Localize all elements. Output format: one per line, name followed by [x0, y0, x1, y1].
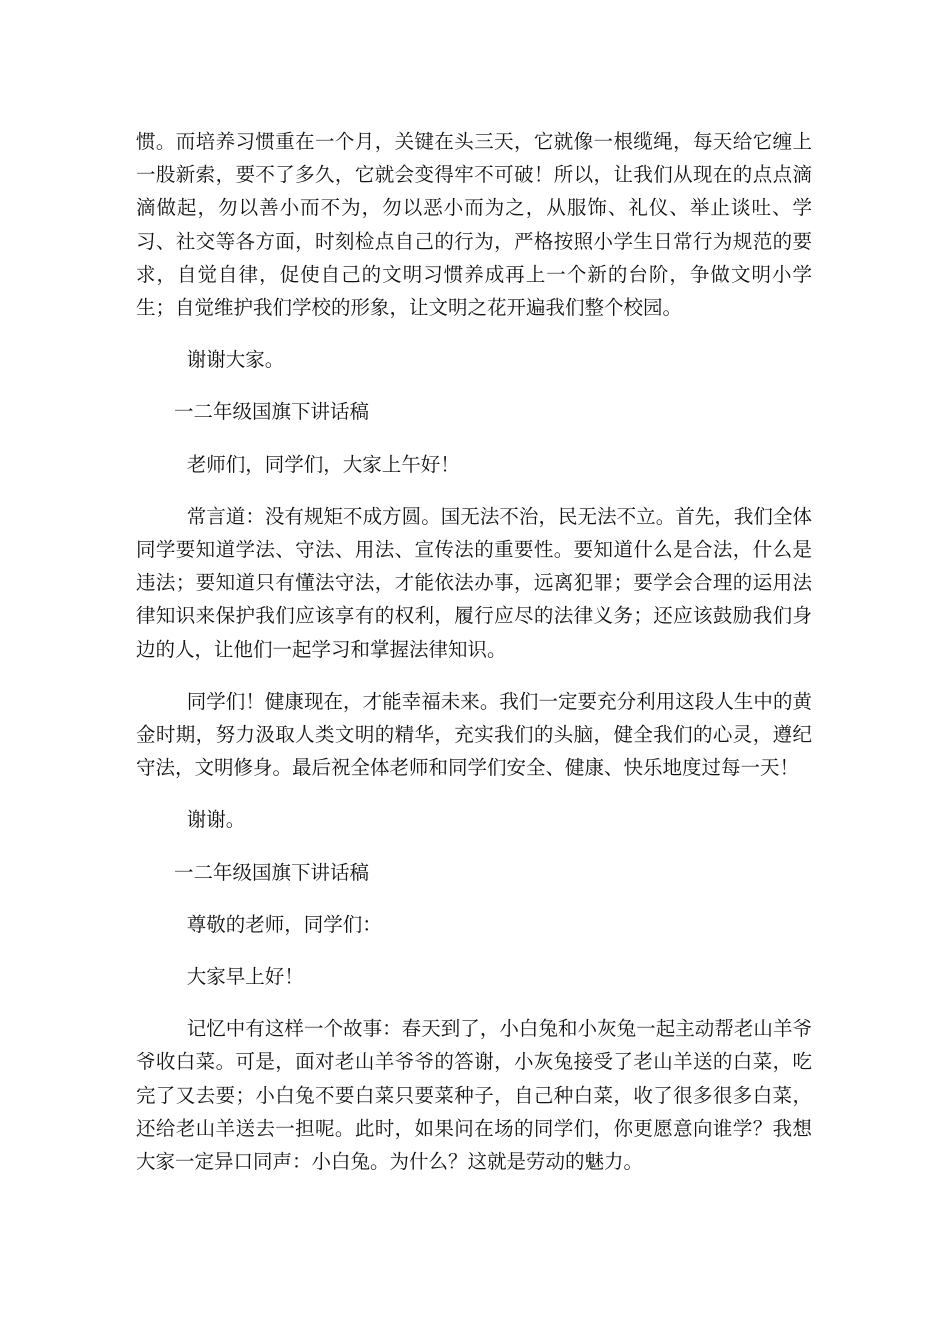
paragraph-greeting-2: 大家早上好！ — [186, 965, 304, 989]
paragraph-health-future: 同学们！健康现在，才能幸福未来。我们一定要充分利用这段人生中的黄金时期，努力汲取人类文明的精华，充实我们的头脑，健全我们的心灵，遵纪守法，文明修身。最后祝全体老师和同学们安全、健康、快乐地度过每一天！ — [136, 689, 812, 780]
document-body — [136, 125, 812, 1178]
paragraph-rabbit-story: 记忆中有这样一个故事：春天到了，小白兔和小灰兔一起主动帮老山羊爷爷收白菜。可是，面对老山羊爷爷的答谢，小灰兔接受了老山羊送的白菜，吃完了又去要；小白兔不要白菜只要菜种子，自己种白菜，收了很多很多白菜，还给老山羊送去一担呢。此时，如果问在场的同学们，你更愿意向谁学？我想大家一定异口同声：小白兔。为什么？这就是劳动的魅力。 — [136, 1017, 812, 1174]
paragraph-habits-continued: 惯。而培养习惯重在一个月，关键在头三天，它就像一根缆绳，每天给它缠上一股新索，要不了多久，它就会变得牢不可破！所以，让我们从现在的点点滴滴做起，勿以善小而不为，勿以恶小而为之，从服饰、礼仪、举止谈吐、学习、社交等各方面，时刻检点自己的行为，严格按照小学生日常行为规范的要求，自觉自律，促使自己的文明习惯养成再上一个新的台阶，争做文明小学生；自觉维护我们学校的形象，让文明之花开遍我们整个校园。 — [136, 130, 812, 320]
paragraph-greeting-1: 老师们，同学们，大家上午好！ — [186, 452, 460, 476]
paragraph-thanks: 谢谢。 — [186, 808, 246, 832]
paragraph-thanks-everyone: 谢谢大家。 — [186, 348, 285, 372]
speech-title-2: 一二年级国旗下讲话稿 — [174, 860, 370, 884]
paragraph-law-awareness: 常言道：没有规矩不成方圆。国无法不治，民无法不立。首先，我们全体同学要知道学法、守法、用法、宣传法的重要性。要知道什么是合法，什么是违法；要知道只有懂法守法，才能依法办事，远离犯罪；要学会合理的运用法律知识来保护我们应该享有的权利，履行应尽的法律义务；还应该鼓励我们身边的人，让他们一起学习和掌握法律知识。 — [136, 504, 812, 661]
paragraph-salutation: 尊敬的老师，同学们： — [186, 912, 382, 936]
speech-title-1: 一二年级国旗下讲话稿 — [174, 400, 370, 424]
